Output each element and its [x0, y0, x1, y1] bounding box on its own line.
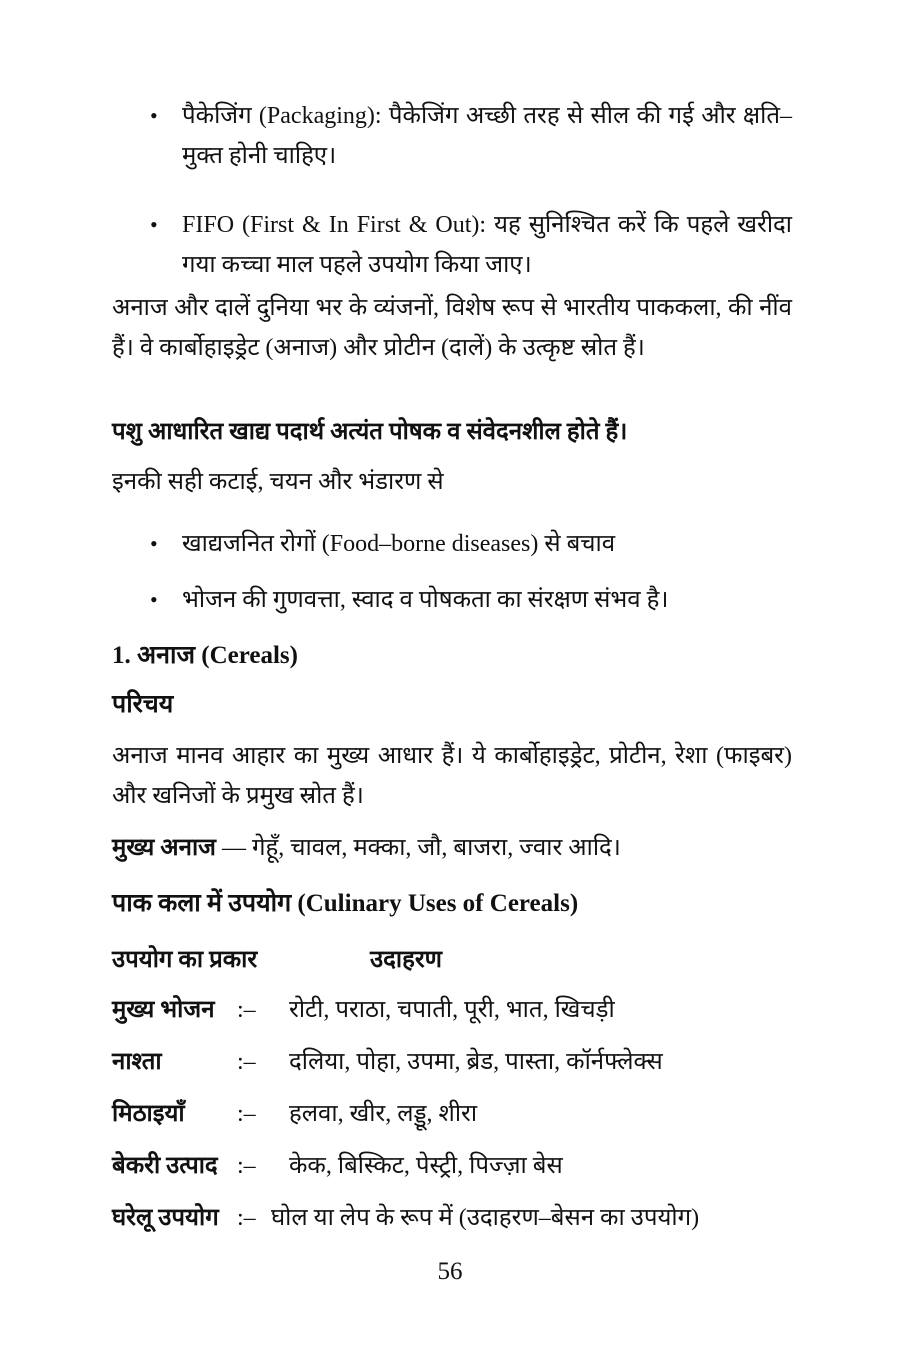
- bullet-text: खाद्यजनित रोगों (Food–borne diseases) से बचाव: [182, 531, 616, 557]
- row-label: बेकरी उत्पाद: [112, 1153, 218, 1179]
- row-separator: :–: [237, 1101, 256, 1127]
- page-number: 56: [437, 1258, 463, 1285]
- main-grains-label: मुख्य अनाज: [112, 835, 216, 861]
- table-row: [112, 1198, 792, 1238]
- row-label: मिठाइयाँ: [112, 1101, 185, 1127]
- paragraph-cereals-intro: अनाज मानव आहार का मुख्य आधार हैं। ये कार्बोहाइड्रेट, प्रोटीन, रेशा (फाइबर) और खनिजों के प्रमुख स्रोत हैं।: [112, 743, 792, 809]
- subheading-parichay: परिचय: [112, 691, 174, 718]
- row-value: घोल या लेप के रूप में (उदाहरण–बेसन का उपयोग): [271, 1205, 700, 1231]
- paragraph-grains-pulses: अनाज और दालें दुनिया भर के व्यंजनों, विशेष रूप से भारतीय पाककला, की नींव हैं। वे कार्बोहाइड्रेट (अनाज) और प्रोटीन (दालें) के उत्कृष्ट स्रोत हैं।: [112, 295, 792, 361]
- table-row: [112, 1042, 792, 1082]
- bullet-item-quality: [112, 580, 792, 620]
- row-separator: :–: [237, 997, 256, 1023]
- row-separator: :–: [237, 1153, 256, 1179]
- paragraph-harvest-intro: इनकी सही कटाई, चयन और भंडारण से: [112, 469, 444, 495]
- row-value: दलिया, पोहा, उपमा, ब्रेड, पास्ता, कॉर्नफ्लेक्स: [289, 1049, 663, 1075]
- bullet-marker-icon: •: [150, 103, 158, 128]
- row-label: घरेलू उपयोग: [112, 1205, 219, 1231]
- row-label: नाश्ता: [112, 1049, 162, 1075]
- line-main-grains: [112, 828, 792, 868]
- row-separator: :–: [237, 1049, 256, 1075]
- table-row: [112, 1146, 792, 1186]
- main-grains-text: — गेहूँ, चावल, मक्का, जौ, बाजरा, ज्वार आदि।: [222, 835, 621, 861]
- bullet-marker-icon: •: [150, 531, 158, 556]
- bullet-item-foodborne: [112, 524, 792, 564]
- table-header: [112, 940, 792, 980]
- section-heading-cereals: 1. अनाज (Cereals): [112, 642, 298, 669]
- column-header-example: उदाहरण: [370, 947, 443, 973]
- bullet-text: भोजन की गुणवत्ता, स्वाद व पोषकता का संरक्षण संभव है।: [182, 587, 669, 613]
- bullet-text: FIFO (First & In First & Out): यह सुनिश्चित करें कि पहले खरीदा गया कच्चा माल पहले उपयोग किया जाए।: [182, 212, 792, 278]
- bullet-marker-icon: •: [150, 212, 158, 237]
- heading-culinary-uses: पाक कला में उपयोग (Culinary Uses of Cereals): [112, 890, 579, 917]
- bullet-item-packaging: [112, 96, 792, 176]
- row-separator: :–: [237, 1205, 256, 1231]
- bullet-text: पैकेजिंग (Packaging): पैकेजिंग अच्छी तरह से सील की गई और क्षति–मुक्त होनी चाहिए।: [182, 103, 792, 169]
- heading-animal-foods: पशु आधारित खाद्य पदार्थ अत्यंत पोषक व संवेदनशील होते हैं।: [112, 419, 628, 445]
- bullet-marker-icon: •: [150, 587, 158, 612]
- row-value: केक, बिस्किट, पेस्ट्री, पिज्ज़ा बेस: [289, 1153, 563, 1179]
- row-label: मुख्य भोजन: [112, 997, 215, 1023]
- table-row: [112, 990, 792, 1030]
- row-value: रोटी, पराठा, चपाती, पूरी, भात, खिचड़ी: [289, 997, 615, 1023]
- bullet-item-fifo: [112, 205, 792, 285]
- table-row: [112, 1094, 792, 1134]
- row-value: हलवा, खीर, लड्डू, शीरा: [289, 1101, 478, 1127]
- column-header-use-type: उपयोग का प्रकार: [112, 947, 258, 973]
